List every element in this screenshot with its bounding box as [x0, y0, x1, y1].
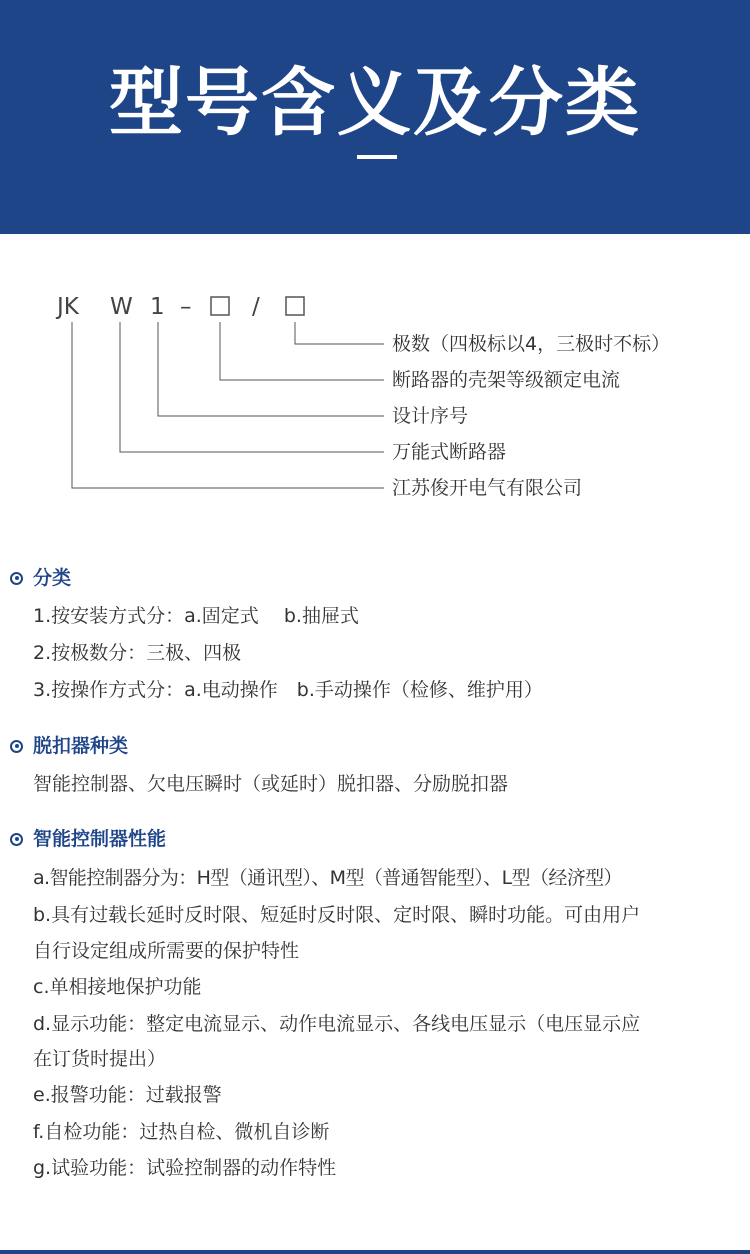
- classification-line-3: 3.按操作方式分：a.电动操作 b.手动操作（检修、维护用）: [33, 679, 543, 701]
- controller-line-9: g.试验功能：试验控制器的动作特性: [33, 1157, 337, 1179]
- placeholder-box-1: [211, 297, 229, 315]
- controller-line-3: 自行设定组成所需要的保护特性: [33, 940, 300, 962]
- section-title: 智能控制器性能: [33, 828, 167, 850]
- section-trip-unit-heading: [10, 733, 128, 759]
- leader-line-current: [220, 322, 384, 380]
- section-classification-heading: [10, 565, 71, 591]
- controller-line-2: b.具有过载长延时反时限、短延时反时限、定时限、瞬时功能。可由用户: [33, 904, 641, 926]
- legend-poles: 极数（四极标以4，三极时不标）: [392, 333, 671, 355]
- code-part-dash: –: [180, 294, 192, 320]
- header-banner: [0, 0, 750, 234]
- code-part-jk: JK: [57, 294, 79, 320]
- controller-line-7: e.报警功能：过载报警: [33, 1084, 222, 1106]
- leader-line-type: [120, 322, 384, 452]
- bullet-circle-icon: [10, 572, 23, 585]
- legend-company: 江苏俊开电气有限公司: [392, 477, 583, 499]
- bottom-divider: [0, 1250, 750, 1254]
- model-code-diagram: [0, 280, 750, 510]
- section-controller-heading: [10, 826, 166, 852]
- leader-line-poles: [295, 322, 384, 344]
- classification-line-2: 2.按极数分：三极、四极: [33, 642, 242, 664]
- bullet-circle-icon: [10, 740, 23, 753]
- legend-breaker-type: 万能式断路器: [392, 441, 507, 463]
- controller-line-5: d.显示功能：整定电流显示、动作电流显示、各线电压显示（电压显示应: [33, 1013, 641, 1035]
- controller-line-6: 在订货时提出）: [33, 1048, 167, 1070]
- controller-line-4: c.单相接地保护功能: [33, 976, 202, 998]
- bullet-circle-icon: [10, 833, 23, 846]
- legend-frame-current: 断路器的壳架等级额定电流: [392, 369, 621, 391]
- trip-unit-line-1: 智能控制器、欠电压瞬时（或延时）脱扣器、分励脱扣器: [33, 773, 509, 795]
- code-part-1: 1: [150, 294, 165, 320]
- controller-line-1: a.智能控制器分为：H型（通讯型）、M型（普通智能型）、L型（经济型）: [33, 867, 622, 889]
- leader-line-design: [158, 322, 384, 416]
- code-part-w: W: [110, 294, 133, 320]
- classification-line-1: 1.按安装方式分：a.固定式 b.抽屉式: [33, 605, 359, 627]
- section-title: 脱扣器种类: [33, 735, 129, 757]
- controller-line-8: f.自检功能：过热自检、微机自诊断: [33, 1121, 330, 1143]
- page-title: 型号含义及分类: [109, 60, 641, 146]
- placeholder-box-2: [286, 297, 304, 315]
- legend-design-no: 设计序号: [392, 405, 469, 427]
- leader-line-company: [72, 322, 384, 488]
- code-part-slash: /: [252, 294, 260, 320]
- section-title: 分类: [33, 567, 72, 589]
- title-underline: [357, 155, 397, 159]
